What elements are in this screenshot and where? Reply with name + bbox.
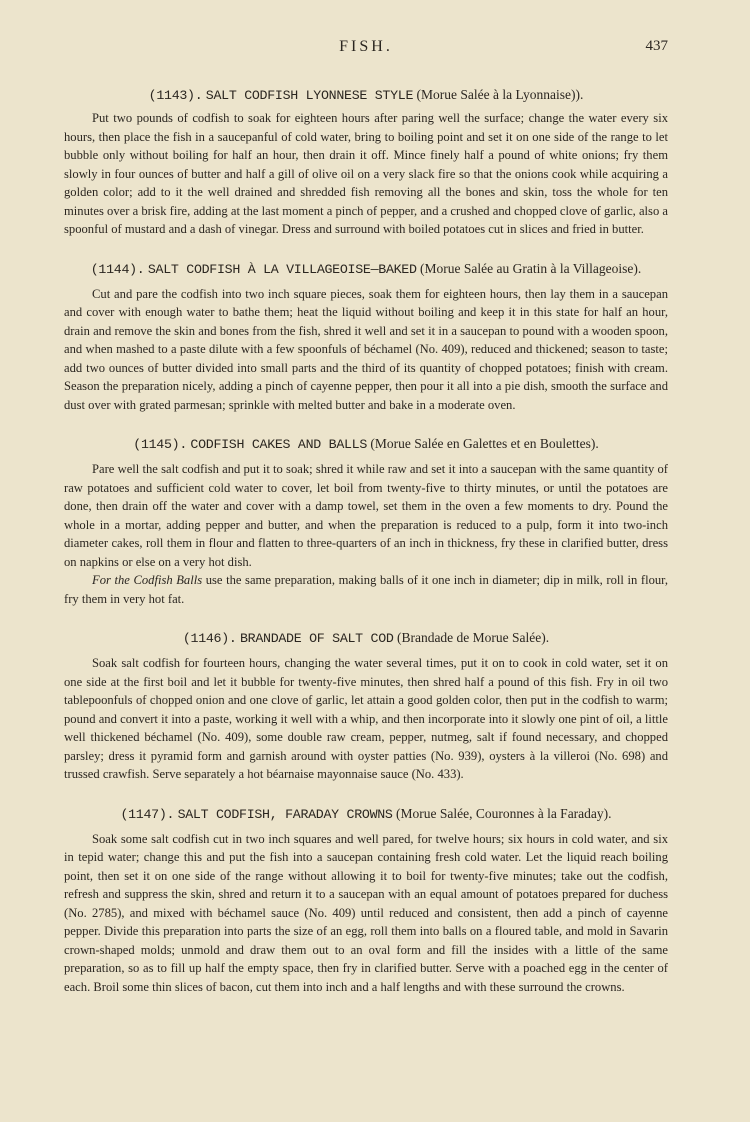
recipe-number: (1143).	[148, 88, 203, 103]
codfish-balls-text: use the same preparation, making balls of it one inch in diameter; dip in milk, roll in flour, fry them in very hot fat.	[64, 573, 668, 606]
recipe-number: (1145).	[133, 437, 188, 452]
recipe-number: (1144).	[90, 261, 145, 277]
recipe-paragraph: Soak salt codfish for fourteen hours, changing the water several times, put it on to cook in cold water, set it on one side at the first boil and let it bubble for twenty-five minutes, then shred half a pound of this fish. Fry in oil two tablepoonfuls of chopped onion and one clove of garlic, let attain a good golden color, then put in the codfish to warm; pound and convert it into a paste, working it well with a whip, and then incorporate into it slowly one pint of oil, a little well thickened béchamel (No. 409), some double raw cream, pepper, nutmeg, salt if found necessary, and chopped parsley; dress it pyramid form and garnish around with oyster patties (No. 939), oysters à la villeroi (No. 698) and trussed crawfish. Serve separately a hot béarnaise mayonnaise sauce (No. 433).	[64, 656, 668, 781]
recipe-title: CODFISH CAKES AND BALLS	[190, 437, 368, 452]
recipe-paragraph: Pare well the salt codfish and put it to soak; shred it while raw and set it into a saucepan with the same quantity of raw potatoes and sufficient cold water to cover, let boil from twenty-five to thirty minutes, or until the potatoes are done, then drain off the water and cover with a damp towel, set them in the oven a few moments to dry. Pound the whole in a mortar, adding pepper and butter, and when the preparation is reduced to a pulp, form it into two-inch diameter cakes, roll them in flour and flatten to three-quarters of an inch in thickness, fry these in clarified butter, dress on napkins or else on a very hot dish.	[64, 462, 668, 569]
chapter-title: FISH.	[339, 38, 393, 55]
recipe-french-title: (Morue Salée, Couronnes à la Faraday).	[395, 805, 612, 821]
recipe-heading	[64, 260, 668, 278]
recipe-number: (1147).	[120, 806, 175, 822]
recipe-title: SALT CODFISH LYONNESE STYLE	[205, 88, 414, 103]
recipe-1147	[64, 805, 668, 997]
page-number: 437	[645, 38, 668, 54]
codfish-balls-heading: For the Codfish Balls	[92, 573, 203, 587]
recipe-french-title: (Morue Salée au Gratin à la Villageoise).	[420, 260, 642, 276]
recipe-paragraph-balls	[64, 571, 668, 608]
recipe-1145	[64, 435, 668, 608]
recipe-heading	[64, 435, 668, 453]
running-header	[64, 38, 668, 58]
recipe-heading	[64, 86, 668, 104]
recipe-title: SALT CODFISH À LA VILLAGEOISE—BAKED	[147, 261, 417, 277]
recipe-paragraph: Cut and pare the codfish into two inch square pieces, soak them for eighteen hours, then lay them in a saucepan and cover with enough water to bathe them; heat the liquid without boiling and keep it in this state for half an hour, drain and remove the skin and bones from the fish, shred it well and set it in a saucepan to pound with a wooden spoon, and when mashed to a paste dilute with a few spoonfuls of béchamel (No. 409), reduced and thickened; season to taste; add two ounces of butter divided into small parts and the third of its quantity of chopped potatoes; finish with cream. Season the preparation nicely, adding a pinch of cayenne pepper, then pour it all into a pie dish, smooth the surface and dust over with grated parmesan; sprinkle with melted butter and bake in a moderate oven.	[64, 286, 668, 412]
recipe-title: SALT CODFISH, FARADAY CROWNS	[177, 806, 393, 822]
recipe-heading	[64, 629, 668, 647]
recipe-french-title: (Brandade de Morue Salée).	[396, 630, 550, 645]
recipe-number: (1146).	[182, 631, 237, 646]
recipe-french-title: (Morue Salée à la Lyonnaise)).	[416, 87, 584, 102]
recipe-1146	[64, 629, 668, 784]
recipe-french-title: (Morue Salée en Galettes et en Boulettes).	[370, 436, 599, 451]
page-content	[64, 86, 668, 1017]
recipe-paragraph: Soak some salt codfish cut in two inch squares and well pared, for twelve hours; six hours in cold water, and six in tepid water; change this and put the fish into a saucepan containing fresh cold water. Let the liquid reach boiling point, then set it on one side of the range without allowing it to boil for twenty-five minutes; take out the codfish, refresh and suppress the skin, shred and return it to a saucepan with an equal amount of potatoes prepared for duchess (No. 2785), and mixed with béchamel sauce (No. 409) until reduced and consistent, then add a pinch of cayenne pepper. Divide this preparation into parts the size of an egg, roll them into balls on a floured table, and mold in Savarin crown-shaped molds; unmold and draw them out to an oval form and fill the insides with a little of the same preparation, so as to fill up half the empty space, then fry in clarified butter. Serve with a poached egg in the center of each. Broil some thin slices of bacon, cut them into inch and a half lengths and with these surround the crowns.	[64, 831, 668, 994]
recipe-heading	[64, 805, 668, 823]
recipe-1143	[64, 86, 668, 239]
recipe-1144	[64, 260, 668, 415]
recipe-title: BRANDADE OF SALT COD	[239, 631, 394, 646]
recipe-paragraph: Put two pounds of codfish to soak for eighteen hours after paring well the surface; change the water every six hours, then place the fish in a saucepanful of cold water, bring to boiling point and set it on one side of the range to let bubble only without boiling for half an hour, then drain it off. Mince finely half a pound of white onions; fry them slowly in four ounces of butter and half a gill of olive oil on a very slack fire so that the onions cook while acquiring a golden color; add to it the well drained and shredded fish removing all the bones and skin, toss the whole for ten minutes over a brisk fire, adding at the last moment a pinch of pepper, and a crushed and chopped clove of garlic, also a spoonful of mustard and a dash of vinegar. Dress and surround with boiled potatoes cut in slices and fried in butter.	[64, 111, 668, 236]
